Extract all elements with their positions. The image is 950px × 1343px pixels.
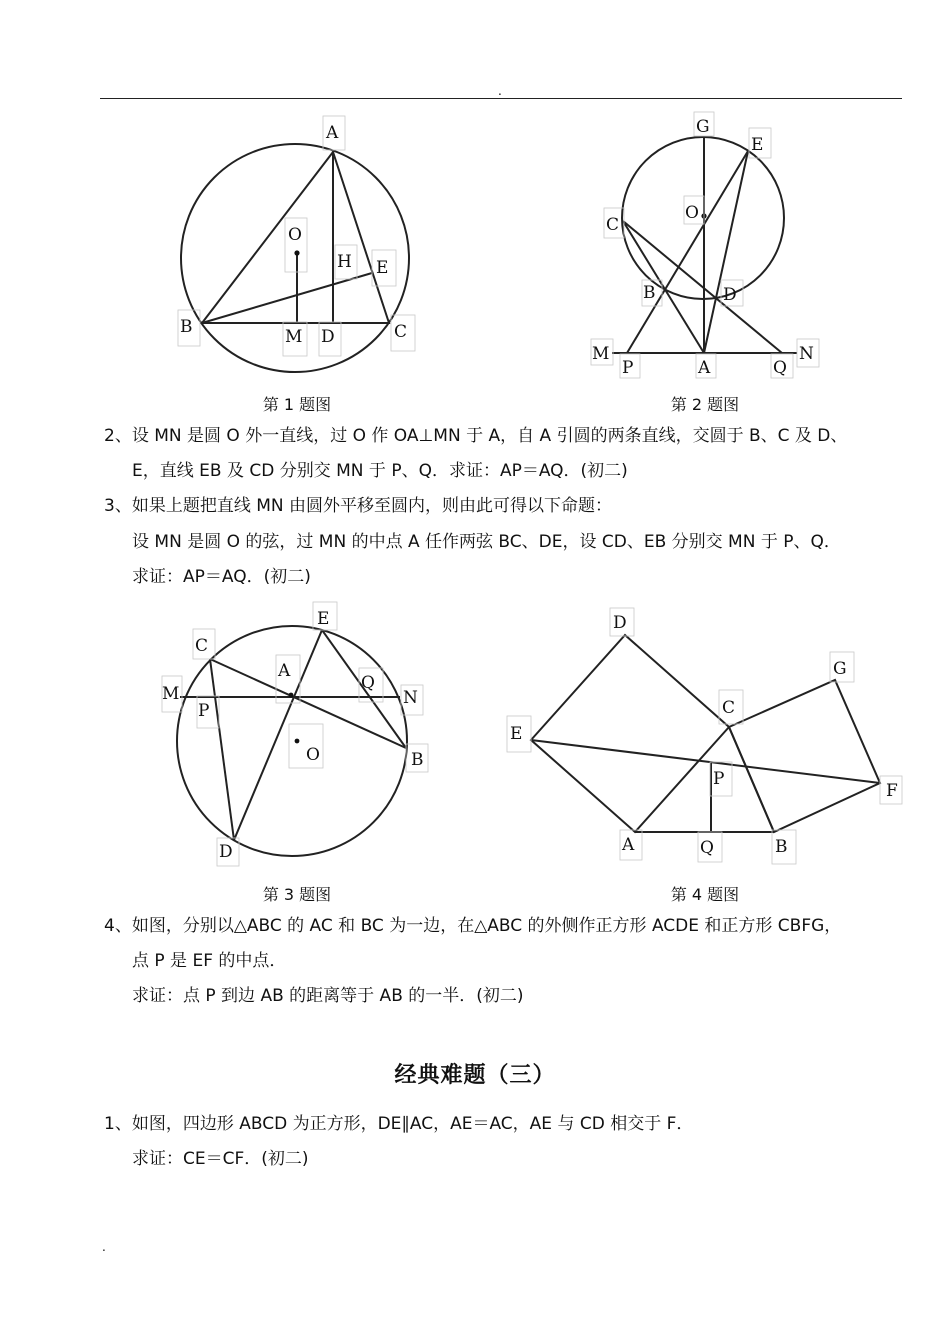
fig4-label-f: F (886, 781, 898, 801)
fig1-label-o: O (288, 225, 302, 245)
section-problem-1-line-1: 1、如图，四边形 ABCD 为正方形，DE∥AC，AE＝AC，AE 与 CD 相交于 F． (104, 1114, 694, 1134)
footer-mark: . (102, 1240, 106, 1254)
fig4-label-d: D (613, 613, 627, 633)
section-problem-1-line-2: 求证：CE＝CF．(初二) (132, 1149, 309, 1169)
fig2-label-o: O (685, 203, 699, 223)
fig3-label-e: E (317, 609, 330, 629)
figure-2-shapes (612, 137, 797, 353)
fig4-label-c: C (722, 698, 736, 718)
problem-3-line-3: 求证：AP＝AQ．(初二) (132, 567, 311, 587)
figure-3-labels (162, 602, 428, 866)
problem-3-line-1: 3、如果上题把直线 MN 由圆外平移至圆内，则由此可得以下命题： (104, 496, 613, 516)
fig3-center-dot (295, 739, 300, 744)
fig2-line-ep (627, 151, 748, 353)
figure-2-caption: 第 2 题图 (670, 395, 740, 414)
figure-4-caption: 第 4 题图 (670, 885, 740, 904)
fig1-label-d: D (321, 327, 335, 347)
fig4-square-acde (531, 635, 729, 832)
fig2-label-n: N (799, 344, 814, 364)
problem-3-line-2: 设 MN 是圆 O 的弦，过 MN 的中点 A 任作两弦 BC、DE，设 CD、EB 分别交 MN 于 P、Q． (132, 532, 841, 552)
fig1-label-m: M (285, 327, 303, 347)
fig4-label-a: A (622, 835, 635, 855)
fig4-segment-ef (531, 740, 880, 783)
fig2-line-ea (704, 151, 748, 353)
fig4-segment-cb (729, 727, 774, 832)
fig3-label-b: B (411, 750, 424, 770)
fig3-label-c: C (195, 636, 209, 656)
fig1-label-e: E (376, 258, 389, 278)
problem-2-line-2: E，直线 EB 及 CD 分别交 MN 于 P、Q．求证：AP＝AQ．(初二) (132, 461, 628, 481)
fig4-label-p: P (713, 769, 725, 789)
problem-2-line-1: 2、设 MN 是圆 O 外一直线，过 O 作 OA⊥MN 于 A，自 A 引圆的两条直线，交圆于 B、C 及 D、 (104, 426, 848, 446)
fig4-label-g: G (833, 659, 847, 679)
fig3-label-o: O (306, 745, 320, 765)
figure-4-labels (507, 608, 902, 864)
header-mark: . (498, 84, 502, 98)
problem-4-line-3: 求证：点 P 到边 AB 的距离等于 AB 的一半．(初二) (132, 986, 524, 1006)
fig2-label-p: P (622, 358, 634, 378)
figure-4-shapes (531, 635, 880, 832)
fig1-label-h: H (337, 252, 352, 272)
figure-3-shapes (177, 626, 407, 856)
fig3-label-a: A (278, 661, 291, 681)
fig2-label-g: G (696, 117, 710, 137)
fig3-chord-cd (210, 659, 234, 840)
fig3-label-p: P (198, 701, 210, 721)
section-title: 经典难题（三） (394, 1063, 556, 1088)
fig3-label-q: Q (361, 673, 375, 693)
fig2-label-q: Q (773, 358, 787, 378)
fig1-label-b: B (180, 317, 193, 337)
fig1-segment-be (202, 273, 372, 323)
fig4-label-b: B (775, 837, 788, 857)
fig3-chord-cb (210, 659, 406, 748)
fig1-center-dot (294, 250, 299, 255)
figure-1-caption: 第 1 题图 (262, 395, 332, 414)
fig4-square-cbfg (729, 680, 880, 832)
fig4-label-e: E (510, 724, 523, 744)
fig2-label-b: B (643, 283, 656, 303)
fig2-label-a: A (698, 358, 711, 378)
fig2-label-e: E (751, 135, 764, 155)
fig1-label-a: A (326, 123, 339, 143)
problem-4-line-1: 4、如图，分别以△ABC 的 AC 和 BC 为一边，在△ABC 的外侧作正方形 ACDE 和正方形 CBFG， (104, 916, 842, 936)
figure-3-caption: 第 3 题图 (262, 885, 332, 904)
fig3-label-n: N (403, 688, 418, 708)
fig3-label-d: D (219, 842, 233, 862)
fig2-line-ca (623, 221, 704, 353)
fig4-label-q: Q (700, 838, 714, 858)
fig1-label-c: C (394, 322, 408, 342)
fig3-label-m: M (162, 684, 180, 704)
fig2-label-d: D (723, 285, 737, 305)
fig2-label-m: M (592, 344, 610, 364)
fig3-midpoint-dot (289, 693, 294, 698)
fig2-label-c: C (606, 215, 620, 235)
problem-4-line-2: 点 P 是 EF 的中点． (132, 951, 287, 971)
